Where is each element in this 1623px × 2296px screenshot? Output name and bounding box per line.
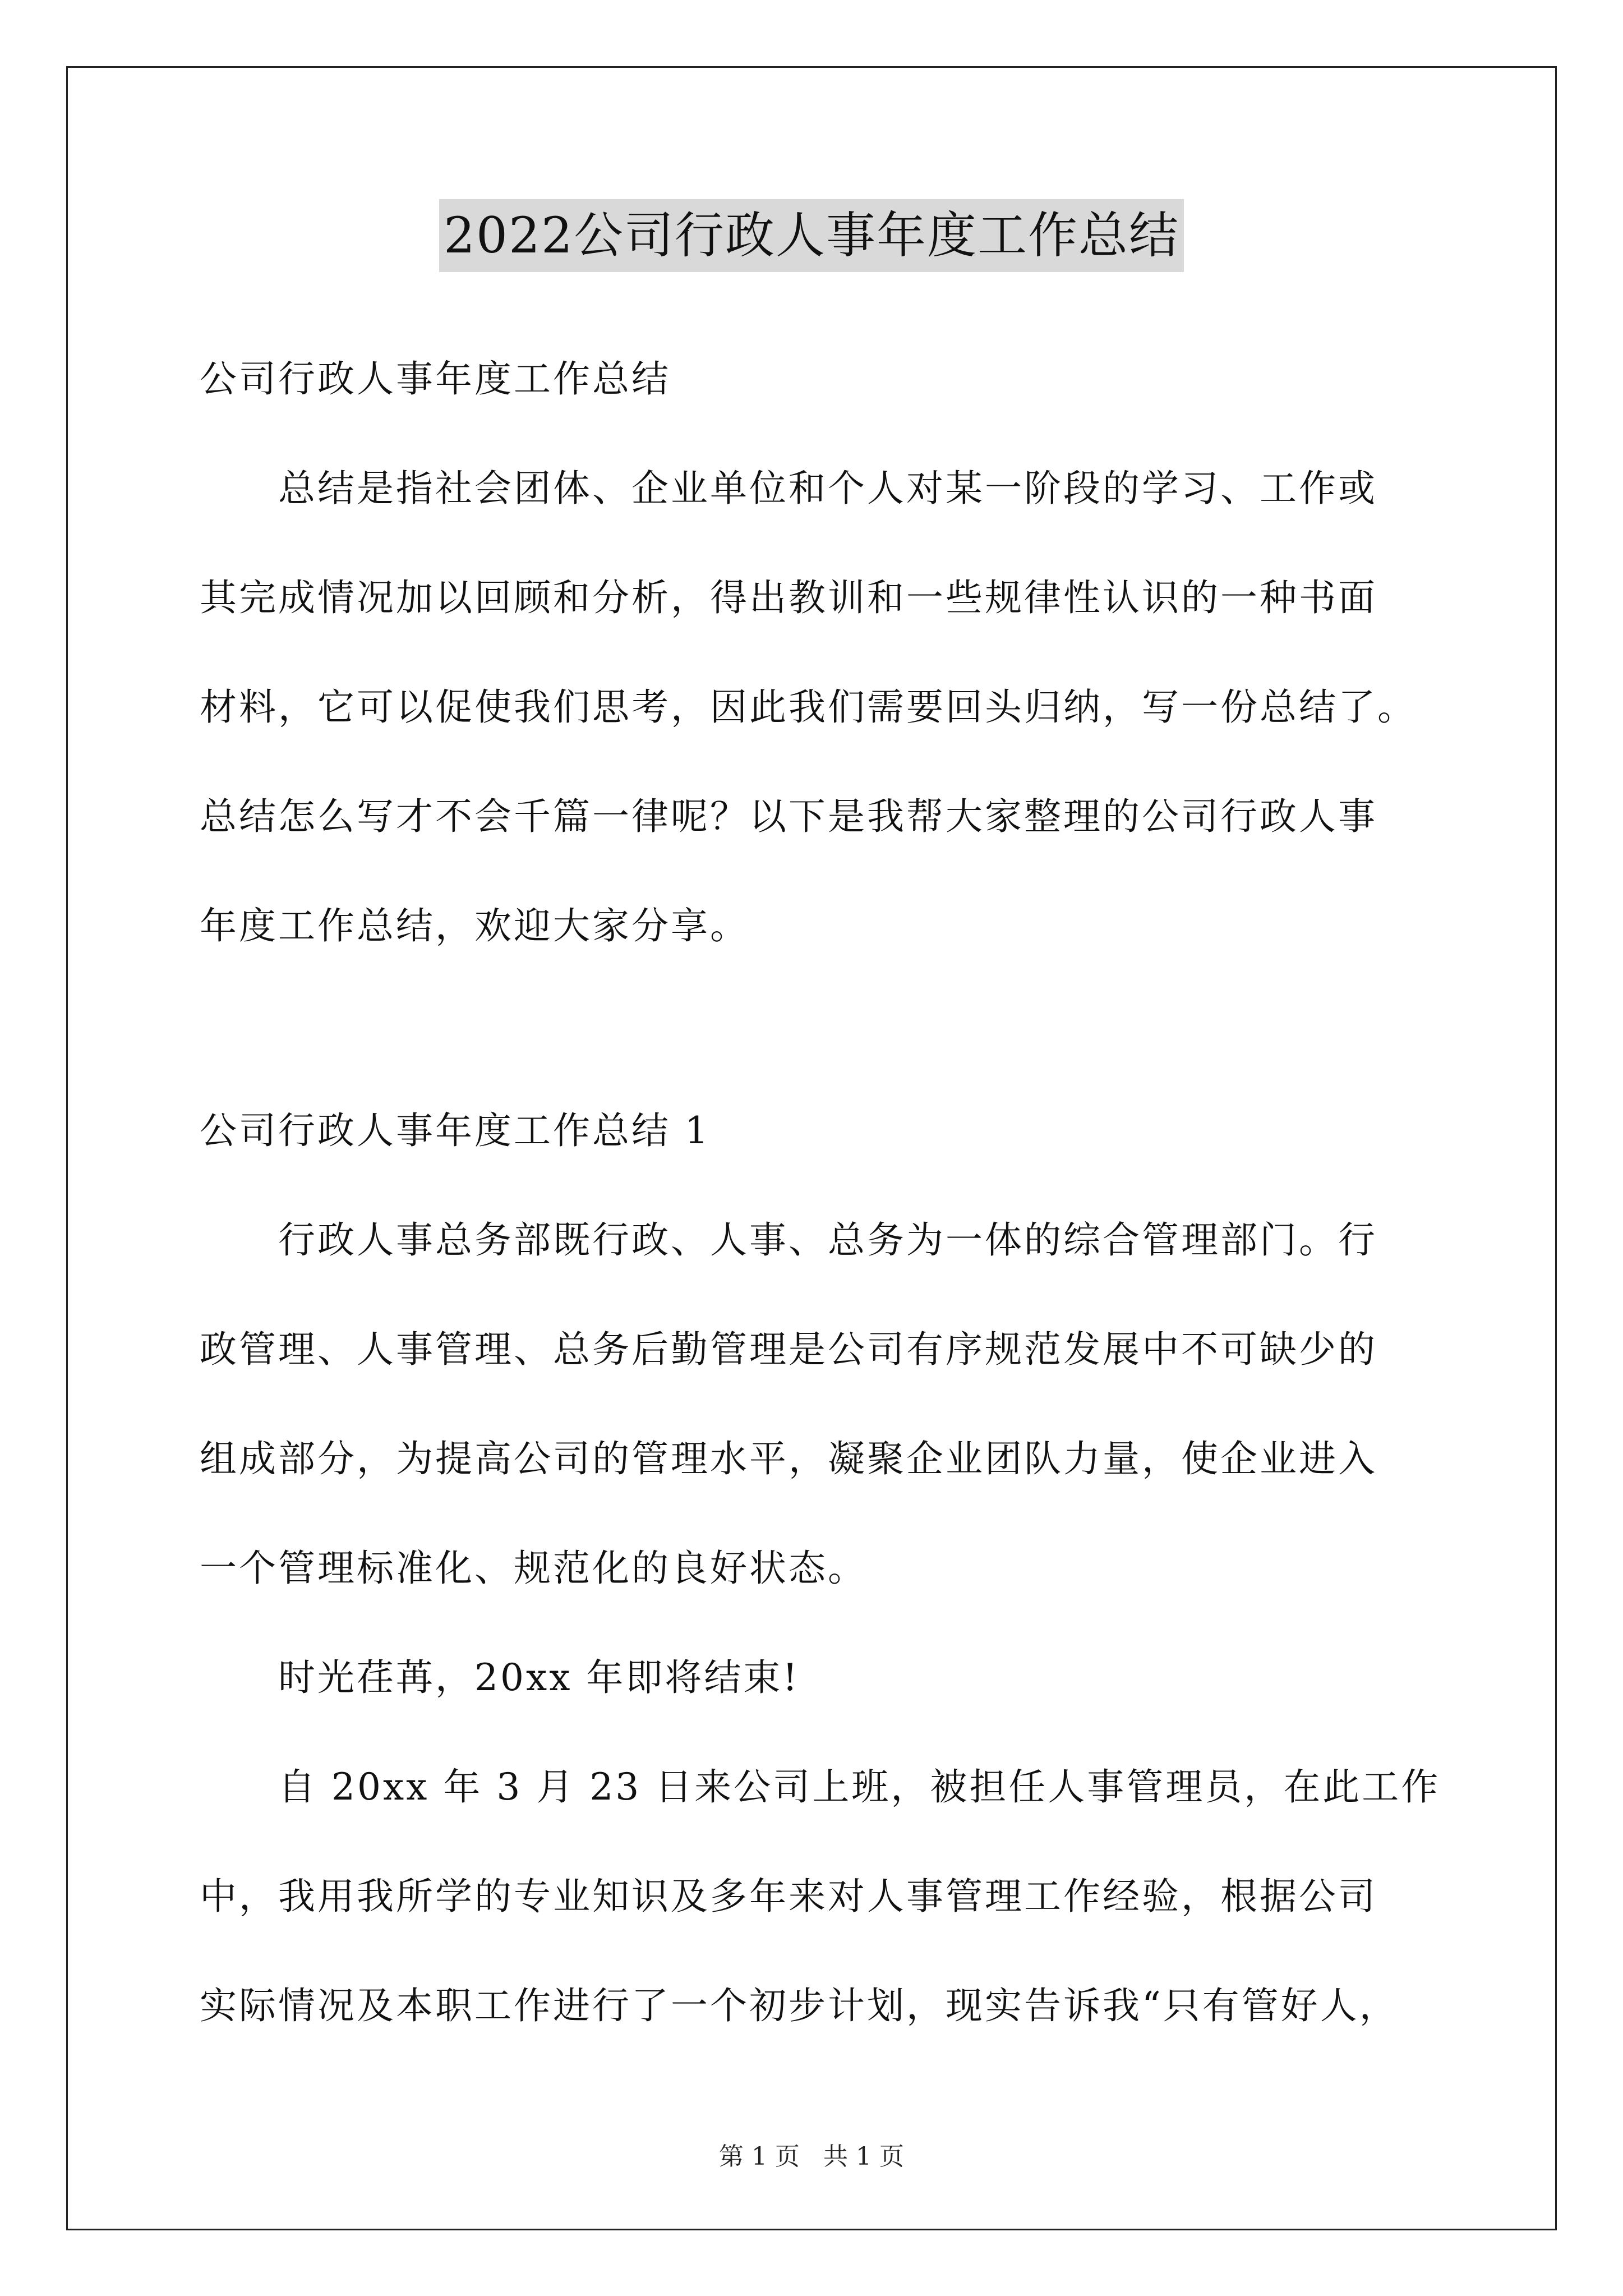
paragraph-line: 政管理、人事管理、总务后勤管理是公司有序规范发展中不可缺少的 bbox=[200, 1328, 1377, 1371]
paragraph-line: 时光荏苒，20xx 年即将结束! bbox=[200, 1656, 800, 1699]
paragraph-line: 中，我用我所学的专业知识及多年来对人事管理工作经验，根据公司 bbox=[200, 1875, 1377, 1918]
paragraph-line: 自 20xx 年 3 月 23 日来公司上班，被担任人事管理员，在此工作 bbox=[200, 1765, 1441, 1809]
title-wrapper bbox=[0, 199, 1623, 272]
document-title: 2022公司行政人事年度工作总结 bbox=[439, 199, 1184, 272]
paragraph-line: 材料，它可以促使我们思考，因此我们需要回头归纳，写一份总结了。 bbox=[200, 685, 1417, 729]
paragraph-line: 行政人事总务部既行政、人事、总务为一体的综合管理部门。行 bbox=[200, 1218, 1377, 1262]
section-heading: 公司行政人事年度工作总结 1 bbox=[200, 1109, 711, 1152]
paragraph-line: 一个管理标准化、规范化的良好状态。 bbox=[200, 1547, 867, 1590]
paragraph-line: 其完成情况加以回顾和分析，得出教训和一些规律性认识的一种书面 bbox=[200, 576, 1377, 619]
page-number: 第 1 页 bbox=[719, 2142, 800, 2171]
paragraph-line: 总结是指社会团体、企业单位和个人对某一阶段的学习、工作或 bbox=[200, 467, 1377, 510]
paragraph-line: 年度工作总结，欢迎大家分享。 bbox=[200, 904, 749, 947]
subtitle-line: 公司行政人事年度工作总结 bbox=[200, 357, 671, 401]
page-total: 共 1 页 bbox=[823, 2142, 904, 2171]
paragraph-line: 实际情况及本职工作进行了一个初步计划，现实告诉我“只有管好人， bbox=[200, 1984, 1399, 2027]
paragraph-line: 总结怎么写才不会千篇一律呢？以下是我帮大家整理的公司行政人事 bbox=[200, 795, 1377, 838]
paragraph-line: 组成部分，为提高公司的管理水平，凝聚企业团队力量，使企业进入 bbox=[200, 1437, 1377, 1480]
page-footer bbox=[0, 2140, 1623, 2174]
